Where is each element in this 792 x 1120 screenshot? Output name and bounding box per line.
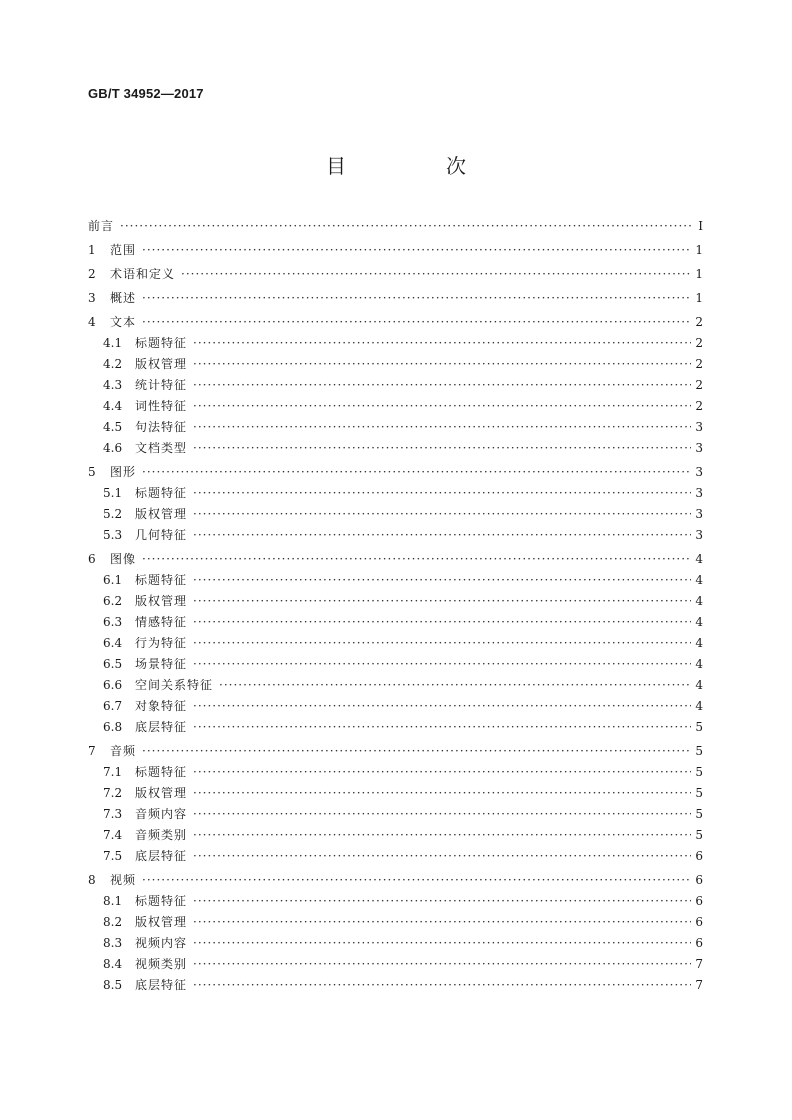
toc-entry-page: Ⅰ [698,219,703,233]
toc-entry-number: 3 [88,291,96,305]
toc-entry-page: 6 [695,915,703,929]
dot-leader [193,417,691,438]
toc-entry-number: 7 [88,744,96,758]
toc-entry-label: 版权管理 [135,786,188,800]
dot-leader [193,933,691,954]
toc-entry-number: 6 [88,552,96,566]
toc-entry[interactable] [88,312,703,333]
toc-entry-label: 范围 [110,243,137,257]
toc-entry-label: 句法特征 [135,420,188,434]
toc-entry-label: 版权管理 [135,594,188,608]
toc-entry-label: 视频内容 [135,936,188,950]
toc-entry-label: 统计特征 [135,378,188,392]
toc-entry-number: 6.1 [103,573,123,587]
toc-entry-label: 词性特征 [135,399,188,413]
toc-entry-page: 4 [695,594,703,608]
toc-entry-page: 6 [695,849,703,863]
toc-entry-number: 6.6 [103,678,123,692]
dot-leader [193,717,691,738]
dot-leader [193,696,691,717]
toc-entry-number: 6.5 [103,657,123,671]
toc-entry-label: 行为特征 [135,636,188,650]
dot-leader [193,846,691,867]
toc-entry-label: 版权管理 [135,507,188,521]
toc-entry[interactable] [88,675,703,696]
dot-leader [193,483,691,504]
toc-entry-number: 4.3 [103,378,123,392]
toc-entry-page: 4 [695,573,703,587]
toc-entry-page: 3 [695,420,703,434]
toc-entry[interactable] [88,783,703,804]
toc-entry-label: 版权管理 [135,915,188,929]
toc-entry-page: 6 [695,873,703,887]
dot-leader [193,762,691,783]
toc-entry-page: 1 [695,291,703,305]
toc-entry-label: 空间关系特征 [135,678,214,692]
toc-entry[interactable] [88,741,703,762]
toc-entry[interactable] [88,354,703,375]
toc-entry-label: 底层特征 [135,978,188,992]
toc-entry-label: 音频类别 [135,828,188,842]
toc-entry-number: 8.3 [103,936,123,950]
dot-leader [193,591,691,612]
table-of-contents [88,216,703,996]
toc-entry[interactable] [88,504,703,525]
toc-entry-label: 标题特征 [135,765,188,779]
toc-entry-page: 1 [695,243,703,257]
dot-leader [142,870,691,891]
toc-entry[interactable] [88,696,703,717]
toc-entry[interactable] [88,375,703,396]
toc-entry[interactable] [88,264,703,285]
dot-leader [193,633,691,654]
toc-entry-number: 5.1 [103,486,123,500]
toc-entry[interactable] [88,438,703,459]
toc-entry-number: 4 [88,315,96,329]
standard-code: GB/T 34952—2017 [88,86,204,101]
toc-entry-label: 音频内容 [135,807,188,821]
toc-entry[interactable] [88,483,703,504]
dot-leader [193,912,691,933]
toc-entry-number: 8.2 [103,915,123,929]
toc-entry-page: 5 [695,765,703,779]
toc-entry-number: 4.4 [103,399,123,413]
toc-entry[interactable] [88,333,703,354]
toc-entry[interactable] [88,396,703,417]
toc-entry-number: 7.5 [103,849,123,863]
toc-entry-number: 8 [88,873,96,887]
toc-entry-page: 3 [695,528,703,542]
toc-entry-page: 5 [695,828,703,842]
toc-entry-number: 4.6 [103,441,123,455]
toc-entry-number: 5.2 [103,507,123,521]
toc-entry-page: 3 [695,486,703,500]
toc-entry[interactable] [88,825,703,846]
toc-entry-page: 6 [695,894,703,908]
page-title: 目 次 [326,154,506,178]
toc-entry-number: 8.1 [103,894,123,908]
toc-entry-label: 图像 [110,552,137,566]
toc-entry-label: 对象特征 [135,699,188,713]
toc-entry[interactable] [88,762,703,783]
toc-entry-page: 2 [695,315,703,329]
toc-entry-number: 6.8 [103,720,123,734]
dot-leader [193,804,691,825]
toc-entry[interactable] [88,804,703,825]
toc-entry-label: 文本 [110,315,137,329]
toc-entry-page: 2 [695,399,703,413]
toc-entry-label: 情感特征 [135,615,188,629]
dot-leader [193,654,691,675]
dot-leader [193,612,691,633]
toc-entry-label: 标题特征 [135,336,188,350]
dot-leader [142,462,691,483]
toc-entry-number: 6.2 [103,594,123,608]
toc-entry[interactable] [88,933,703,954]
toc-entry[interactable] [88,216,703,237]
dot-leader [193,375,691,396]
toc-entry[interactable] [88,591,703,612]
toc-entry-number: 6.4 [103,636,123,650]
toc-entry-page: 5 [695,720,703,734]
dot-leader [193,354,691,375]
dot-leader [193,333,691,354]
dot-leader [193,891,691,912]
toc-entry[interactable] [88,570,703,591]
toc-entry-number: 7.1 [103,765,123,779]
dot-leader [193,438,691,459]
dot-leader [193,783,691,804]
dot-leader [142,288,691,309]
toc-entry[interactable] [88,525,703,546]
toc-entry-page: 7 [695,978,703,992]
toc-entry-number: 1 [88,243,96,257]
toc-entry-label: 音频 [110,744,137,758]
toc-entry[interactable] [88,717,703,738]
toc-entry[interactable] [88,954,703,975]
toc-entry-page: 5 [695,786,703,800]
toc-entry-page: 5 [695,744,703,758]
toc-entry-label: 视频类别 [135,957,188,971]
dot-leader [142,312,691,333]
toc-entry-number: 6.7 [103,699,123,713]
toc-entry-page: 3 [695,441,703,455]
toc-entry[interactable] [88,240,703,261]
toc-entry[interactable] [88,417,703,438]
toc-entry-number: 6.3 [103,615,123,629]
toc-entry-label: 图形 [110,465,137,479]
toc-entry[interactable] [88,912,703,933]
toc-entry[interactable] [88,891,703,912]
dot-leader [193,525,691,546]
toc-entry-label: 标题特征 [135,486,188,500]
toc-entry-page: 4 [695,699,703,713]
dot-leader [193,954,691,975]
toc-entry-page: 2 [695,378,703,392]
toc-entry-number: 7.4 [103,828,123,842]
toc-entry-label: 底层特征 [135,720,188,734]
toc-entry-number: 8.5 [103,978,123,992]
toc-entry-label: 标题特征 [135,894,188,908]
toc-entry-number: 4.1 [103,336,123,350]
dot-leader [181,264,691,285]
toc-entry-page: 7 [695,957,703,971]
dot-leader [193,396,691,417]
toc-entry-number: 8.4 [103,957,123,971]
dot-leader [142,549,691,570]
toc-entry-label: 底层特征 [135,849,188,863]
dot-leader [142,240,691,261]
dot-leader [193,825,691,846]
toc-entry-number: 7.3 [103,807,123,821]
toc-entry[interactable] [88,462,703,483]
dot-leader [193,975,691,996]
toc-entry-label: 视频 [110,873,137,887]
toc-entry-page: 2 [695,336,703,350]
toc-entry-number: 7.2 [103,786,123,800]
toc-entry[interactable] [88,654,703,675]
toc-entry-label: 标题特征 [135,573,188,587]
toc-entry-page: 1 [695,267,703,281]
toc-entry-page: 4 [695,657,703,671]
toc-entry-label: 版权管理 [135,357,188,371]
toc-entry-page: 4 [695,636,703,650]
toc-entry-number: 4.2 [103,357,123,371]
toc-entry-page: 4 [695,678,703,692]
toc-entry-number: 2 [88,267,96,281]
toc-entry-number: 4.5 [103,420,123,434]
toc-entry-label: 文档类型 [135,441,188,455]
toc-entry-label: 前言 [88,219,115,233]
toc-entry[interactable] [88,975,703,996]
dot-leader [142,741,691,762]
toc-entry-number: 5.3 [103,528,123,542]
toc-entry-page: 3 [695,507,703,521]
toc-entry-page: 4 [695,552,703,566]
toc-entry-page: 6 [695,936,703,950]
toc-entry[interactable] [88,612,703,633]
dot-leader [193,504,691,525]
toc-entry[interactable] [88,846,703,867]
toc-entry-label: 术语和定义 [110,267,176,281]
toc-entry-page: 3 [695,465,703,479]
toc-entry-label: 概述 [110,291,137,305]
toc-entry-label: 场景特征 [135,657,188,671]
toc-entry-page: 4 [695,615,703,629]
toc-entry[interactable] [88,549,703,570]
dot-leader [120,216,691,237]
toc-entry-label: 几何特征 [135,528,188,542]
toc-entry[interactable] [88,288,703,309]
toc-entry-number: 5 [88,465,96,479]
dot-leader [219,675,691,696]
dot-leader [193,570,691,591]
toc-entry[interactable] [88,870,703,891]
toc-entry-page: 5 [695,807,703,821]
toc-entry-page: 2 [695,357,703,371]
toc-entry[interactable] [88,633,703,654]
